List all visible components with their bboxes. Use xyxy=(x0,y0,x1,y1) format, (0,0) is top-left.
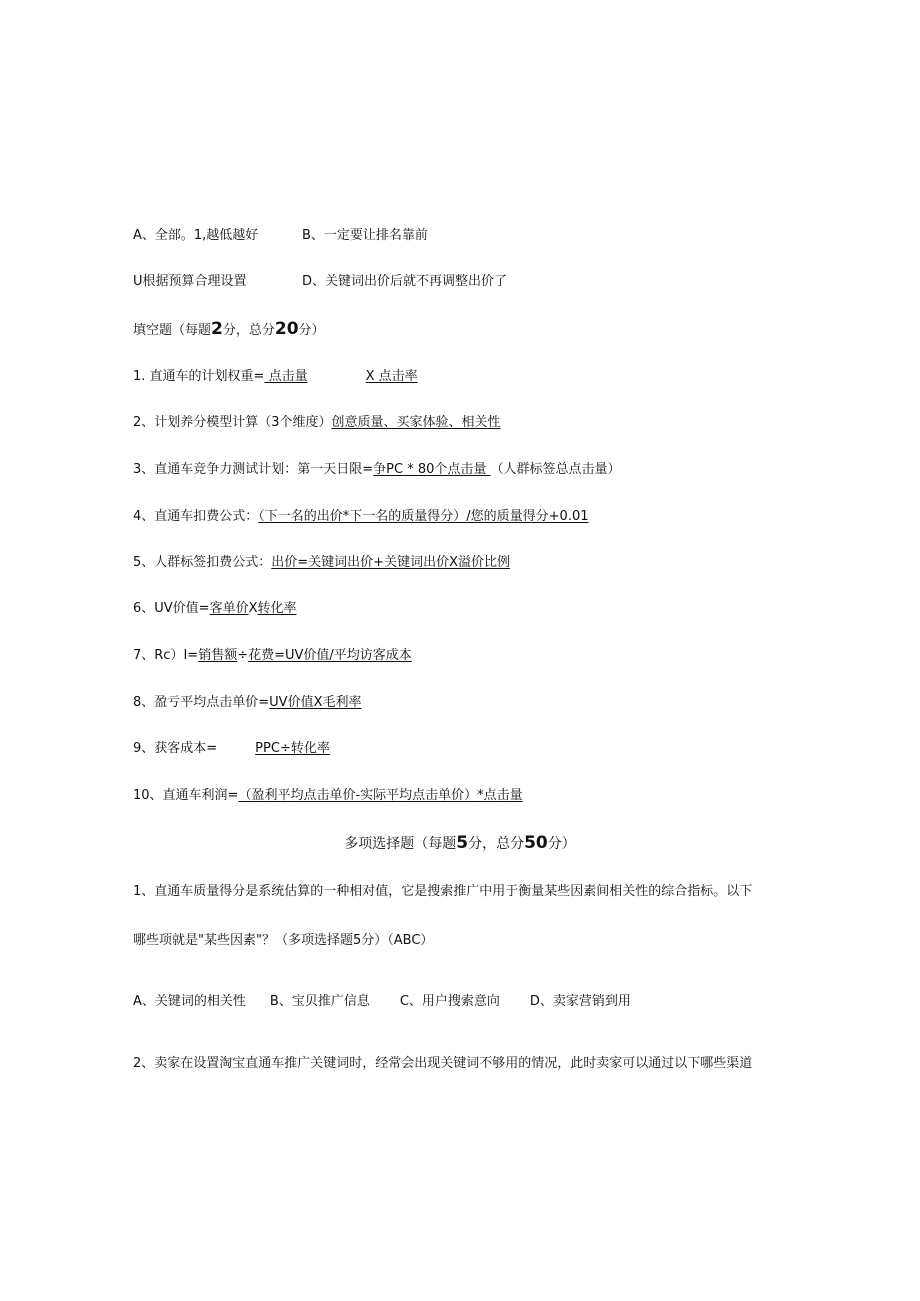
fill-item-6 xyxy=(133,600,297,618)
fill-item-8 xyxy=(133,694,362,712)
multi-q1-options xyxy=(133,993,631,1011)
fill-blank xyxy=(255,741,516,756)
fill-answer: X xyxy=(365,369,375,384)
multi-q1-option-b: B、宝贝推广信息 xyxy=(269,994,370,1009)
fill-section-title xyxy=(133,320,325,340)
fill-item-2 xyxy=(133,414,501,432)
fill-title-post: 分） xyxy=(298,323,325,338)
fill-operator: * xyxy=(403,462,418,477)
fill-item-prefix: 6、UV价值= xyxy=(133,601,210,616)
fill-item-10 xyxy=(133,787,523,805)
fill-item-prefix: 5、人群标签扣费公式： xyxy=(133,555,272,570)
option-d: D、关键词出价后就不再调整出价了 xyxy=(302,274,508,289)
fill-item-prefix: 8、盈亏平均点击单价= xyxy=(133,695,270,710)
fill-item-1 xyxy=(133,368,418,386)
fill-answer: 出价=关键词出价+关键词出价X溢价比例 xyxy=(271,555,510,570)
fill-blank xyxy=(373,462,490,477)
multi-title-mid: 分，总分 xyxy=(468,836,525,852)
multi-title-post: 分） xyxy=(547,836,576,852)
fill-answer: 花费=UV价值/平均访客成本 xyxy=(248,648,412,663)
fill-item-prefix: 2、计划养分模型计算（3个维度） xyxy=(133,415,332,430)
fill-item-4 xyxy=(133,508,589,526)
fill-answer: 销售额 xyxy=(198,648,238,663)
fill-answer: 点击量 xyxy=(264,369,308,384)
fill-points-each: 2 xyxy=(211,319,223,339)
fill-answer: PPC xyxy=(255,741,280,756)
fill-item-prefix: 7、Rc）I= xyxy=(133,648,199,663)
fill-points-total: 20 xyxy=(274,319,299,339)
fill-blank xyxy=(264,369,417,384)
multi-points-total: 50 xyxy=(524,833,548,853)
fill-item-5 xyxy=(133,554,510,572)
option-b: B、一定要让排名靠前 xyxy=(302,228,428,243)
fill-answer: （盈利平均点击单价-实际平均点击单价）*点击量 xyxy=(238,788,523,803)
multi-q1-line1: 1、直通车质量得分是系统估算的一种相对值，它是搜索推广中用于衡量某些因素间相关性的综合指标。以下 xyxy=(133,884,753,899)
option-c: U根据预算合理设置 xyxy=(133,274,247,289)
fill-item-prefix: 3、直通车竞争力测试计划：第一天日限= xyxy=(133,462,374,477)
fill-operator: X xyxy=(248,601,258,616)
fill-title-mid: 分，总分 xyxy=(222,323,275,338)
fill-operator: ÷ xyxy=(279,741,291,756)
fill-item-prefix: 9、获客成本= xyxy=(133,741,218,756)
fill-answer: 客单价 xyxy=(209,601,249,616)
fill-answer: 转化率 xyxy=(290,741,330,756)
multi-q2-line1: 2、卖家在设置淘宝直通车推广关键词时，经常会出现关键词不够用的情况，此时卖家可以通过以下哪些渠道 xyxy=(133,1056,753,1071)
fill-operator: ÷ xyxy=(237,648,249,663)
fill-title-pre: 填空题（每题 xyxy=(133,323,212,338)
multi-title-pre: 多项选择题（每题 xyxy=(344,836,457,852)
fill-answer: 争PC xyxy=(373,462,404,477)
fill-item-7 xyxy=(133,647,412,665)
fill-answer: （下一名的出价*下一名的质量得分）/您的质量得分+0.01 xyxy=(258,509,589,524)
fill-item-9 xyxy=(133,740,516,758)
multi-q1-line2: 哪些项就是"某些因素"？（多项选择题5分）（ABC） xyxy=(133,933,434,948)
fill-item-prefix: 1. 直通车的计划权重= xyxy=(133,369,265,384)
multi-q1-option-c: C、用户搜索意向 xyxy=(399,994,500,1009)
fill-answer: 80个点击量 xyxy=(417,462,491,477)
fill-answer: 点击率 xyxy=(374,369,418,384)
fill-answer: 转化率 xyxy=(257,601,297,616)
fill-item-suffix: （人群标签总点击量） xyxy=(490,462,621,477)
fill-answer: 创意质量、买家体验、相关性 xyxy=(331,415,501,430)
multi-q1-option-a: A、关键词的相关性 xyxy=(133,994,246,1009)
multi-q1-option-d: D、卖家营销到用 xyxy=(529,994,631,1009)
fill-item-3 xyxy=(133,461,621,479)
multi-section-title xyxy=(0,833,920,853)
multi-points-each: 5 xyxy=(456,833,469,853)
fill-item-prefix: 10、直通车利润= xyxy=(133,788,239,803)
fill-answer: UV价值X毛利率 xyxy=(269,695,362,710)
option-a: A、全部。1,越低越好 xyxy=(133,228,259,243)
fill-item-prefix: 4、直通车扣费公式： xyxy=(133,509,259,524)
